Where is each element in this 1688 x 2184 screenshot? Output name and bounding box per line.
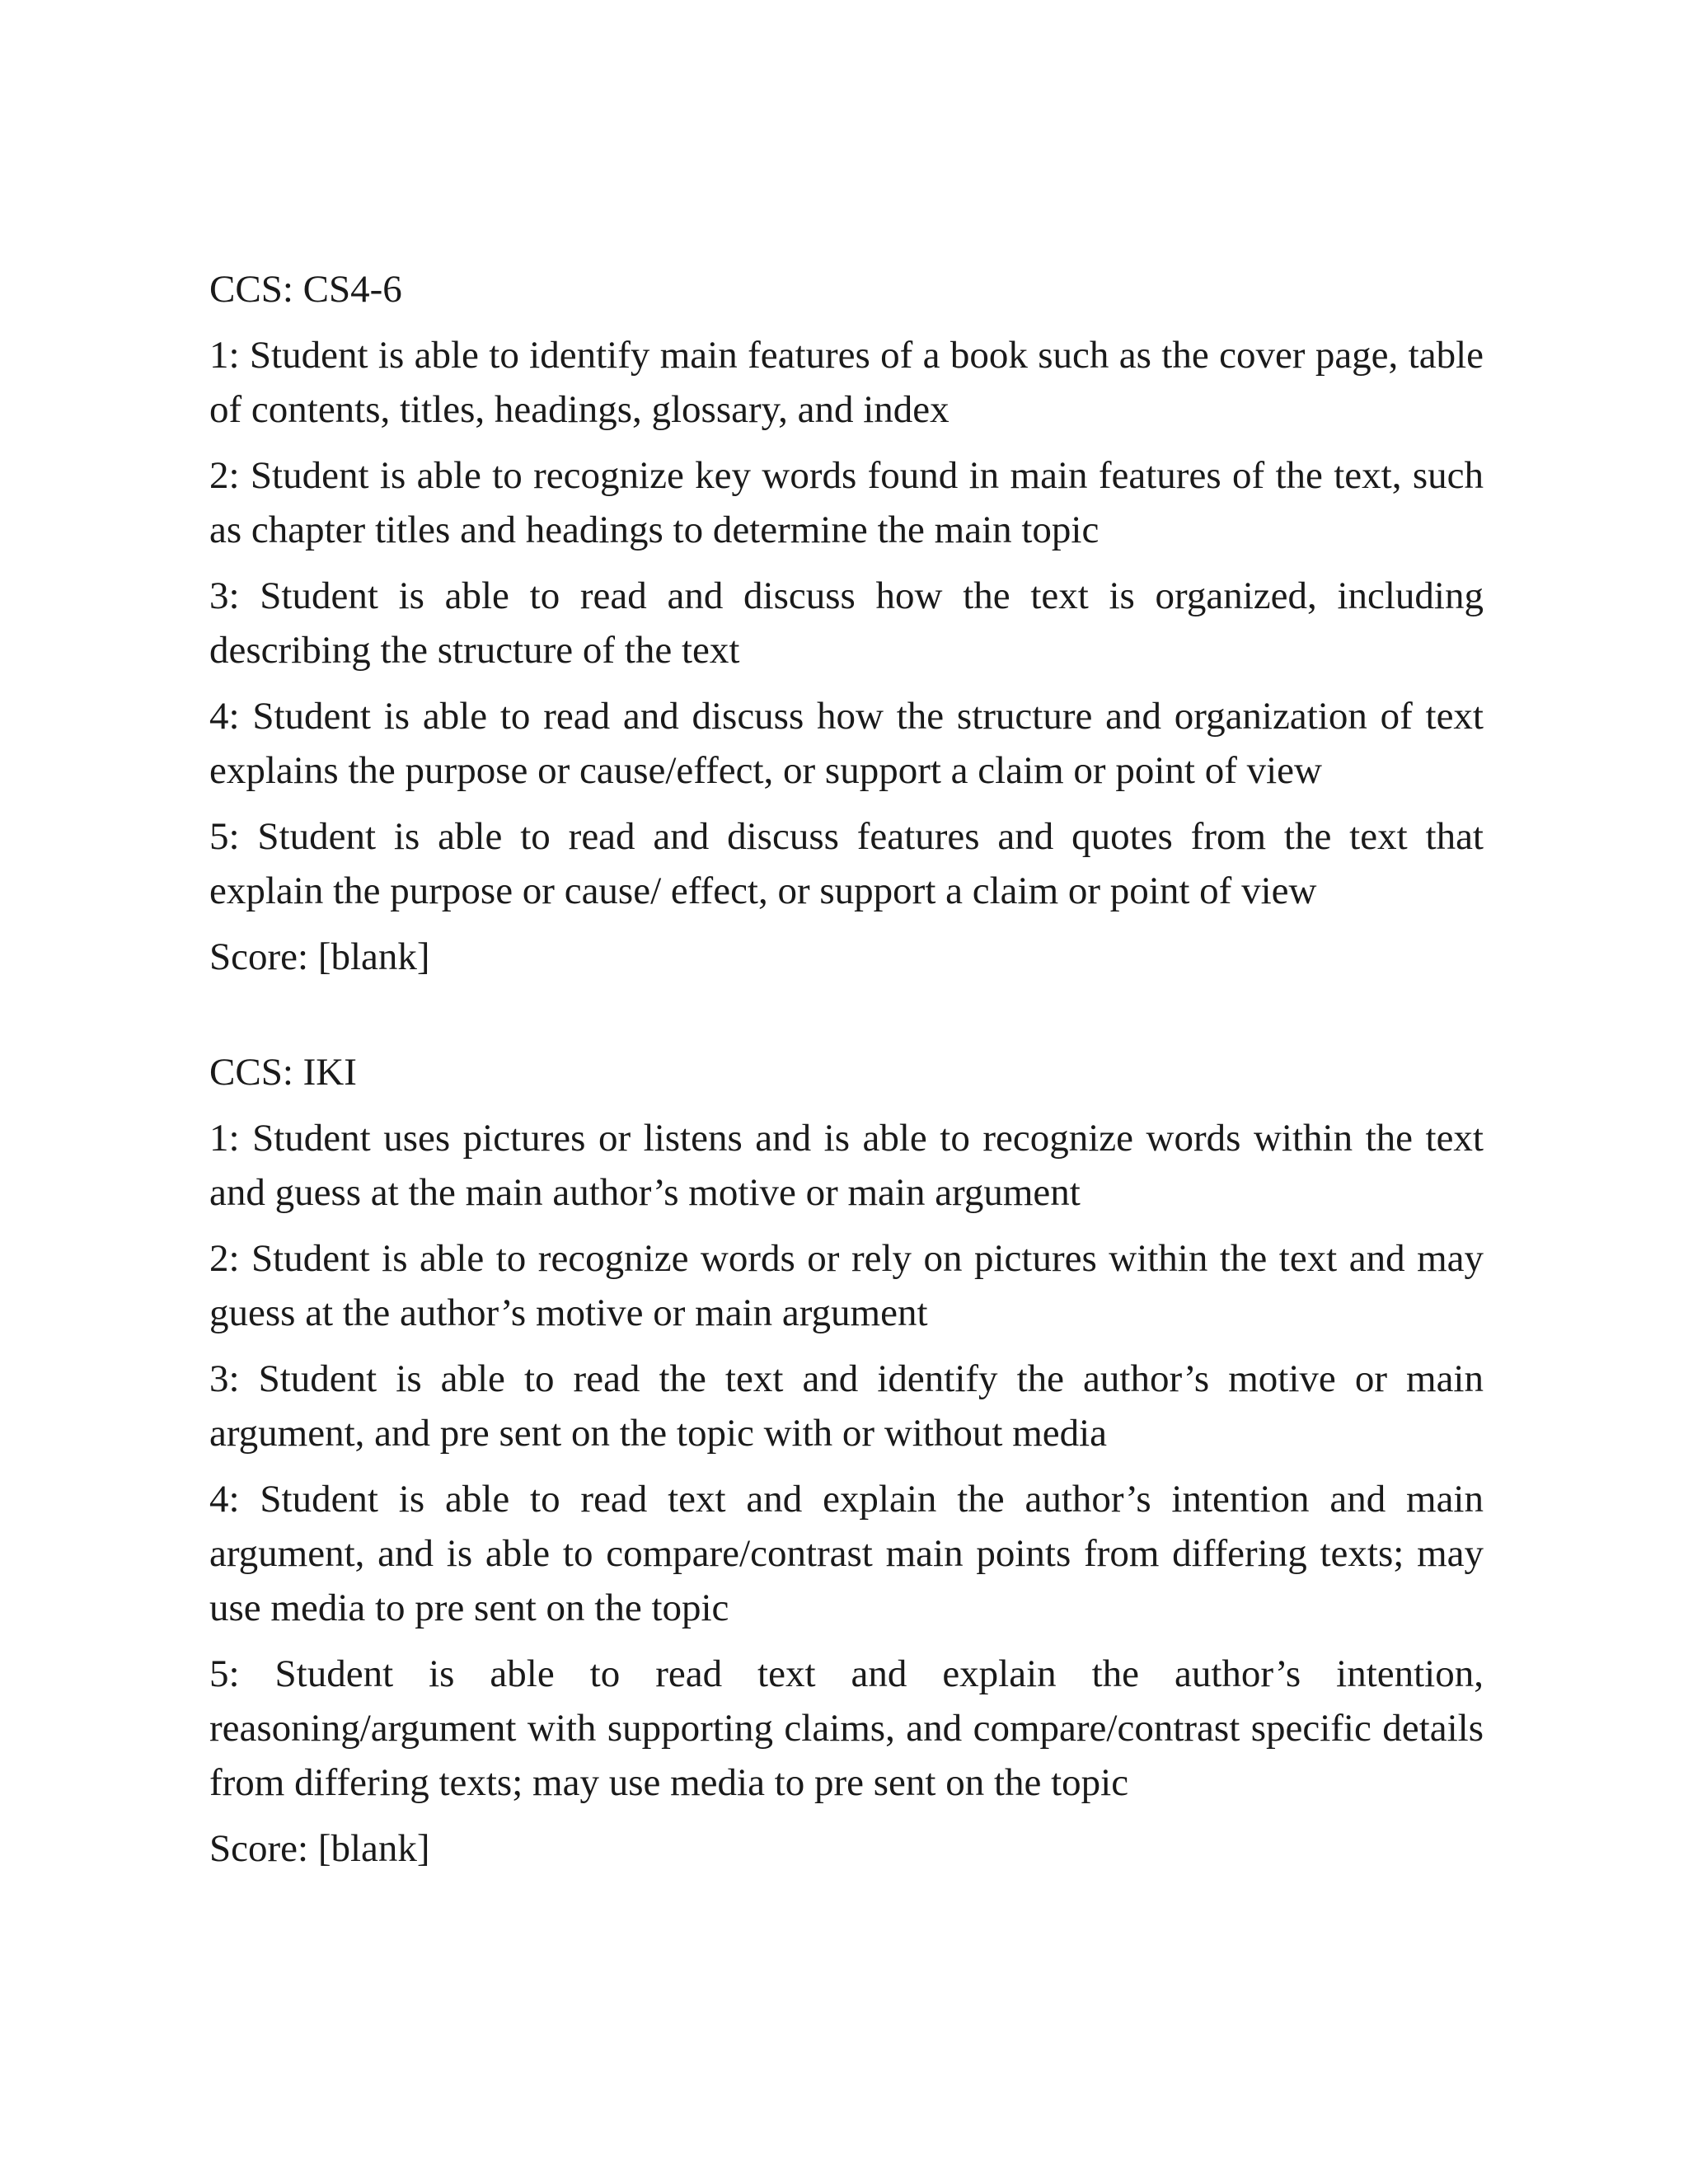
document-body <box>209 262 1484 1876</box>
section-heading: CCS: CS4-6 <box>209 268 402 311</box>
score-line: Score: [blank] <box>209 935 430 978</box>
rubric-level-3: 3: Student is able to read the text and identify the author’s motive or main argument, and pre sent on the topic with or without media <box>209 1357 1484 1455</box>
score-line: Score: [blank] <box>209 1827 430 1870</box>
rubric-section-iki <box>209 1045 1484 1876</box>
section-heading: CCS: IKI <box>209 1051 357 1094</box>
rubric-level-4: 4: Student is able to read text and explain the author’s intention and main argument, and is able to compare/contrast main points from differing texts; may use media to pre sent on the topic <box>209 1478 1484 1629</box>
rubric-level-1: 1: Student uses pictures or listens and is able to recognize words within the text and guess at the main author’s motive or main argument <box>209 1117 1484 1214</box>
rubric-section-cs4-6 <box>209 262 1484 984</box>
rubric-level-5: 5: Student is able to read and discuss features and quotes from the text that explain the purpose or cause/ effect, or support a claim or point of view <box>209 815 1484 912</box>
rubric-level-5: 5: Student is able to read text and explain the author’s intention, reasoning/argument with supporting claims, and compare/contrast specific details from differing texts; may use media to pre sent on the topic <box>209 1652 1484 1804</box>
rubric-level-3: 3: Student is able to read and discuss how the text is organized, including describing the structure of the text <box>209 574 1484 672</box>
rubric-level-1: 1: Student is able to identify main features of a book such as the cover page, table of contents, titles, headings, glossary, and index <box>209 334 1484 431</box>
rubric-level-2: 2: Student is able to recognize words or rely on pictures within the text and may guess at the author’s motive or main argument <box>209 1237 1484 1334</box>
rubric-level-2: 2: Student is able to recognize key words found in main features of the text, such as chapter titles and headings to determine the main topic <box>209 454 1484 551</box>
rubric-level-4: 4: Student is able to read and discuss how the structure and organization of text explains the purpose or cause/effect, or support a claim or point of view <box>209 695 1484 792</box>
